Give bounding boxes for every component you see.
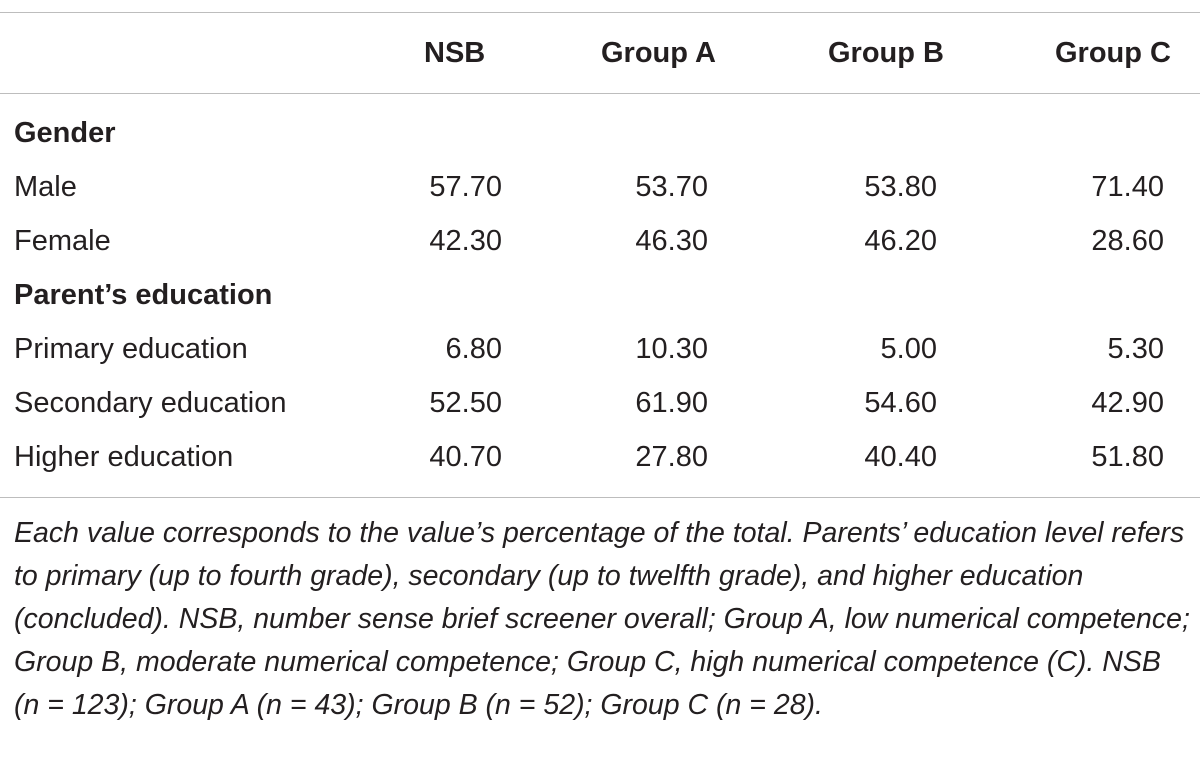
row-label-female: Female — [14, 225, 111, 257]
cell-male-group-c: 71.40 — [1091, 171, 1164, 203]
cell-secondary-group-c: 42.90 — [1091, 387, 1164, 419]
cell-male-group-b: 53.80 — [864, 171, 937, 203]
cell-primary-nsb: 6.80 — [445, 333, 502, 365]
row-label-higher-education: Higher education — [14, 441, 234, 473]
column-header-group-a: Group A — [601, 37, 716, 69]
cell-higher-group-b: 40.40 — [864, 441, 937, 473]
table-bottom-rule — [0, 497, 1200, 498]
section-title-gender: Gender — [14, 117, 116, 149]
column-header-nsb: NSB — [424, 37, 486, 69]
table-footnote: Each value corresponds to the value’s percentage of the total. Parents’ education level refers to primary (up to fourth grade), secondary (up to twelfth grade), and higher education (concluded). NSB, number sense brief screener overall; Group A, low numerical competence; Group B, moderate numerical competence; Group C, high numerical competence (C). NSB (n = 123); Group A (n = 43); Group B (n = 52); Group C (n = 28). — [14, 517, 1190, 721]
table-top-rule — [0, 12, 1200, 13]
cell-male-group-a: 53.70 — [635, 171, 708, 203]
table-header-rule — [0, 93, 1200, 94]
cell-secondary-group-b: 54.60 — [864, 387, 937, 419]
cell-secondary-nsb: 52.50 — [429, 387, 502, 419]
cell-higher-nsb: 40.70 — [429, 441, 502, 473]
row-label-male: Male — [14, 171, 77, 203]
row-label-secondary-education: Secondary education — [14, 387, 287, 419]
cell-primary-group-c: 5.30 — [1107, 333, 1164, 365]
cell-secondary-group-a: 61.90 — [635, 387, 708, 419]
cell-male-nsb: 57.70 — [429, 171, 502, 203]
cell-female-nsb: 42.30 — [429, 225, 502, 257]
row-label-primary-education: Primary education — [14, 333, 248, 365]
cell-female-group-c: 28.60 — [1091, 225, 1164, 257]
cell-primary-group-a: 10.30 — [635, 333, 708, 365]
column-header-group-b: Group B — [828, 37, 944, 69]
cell-female-group-b: 46.20 — [864, 225, 937, 257]
cell-higher-group-c: 51.80 — [1091, 441, 1164, 473]
section-title-parents-education: Parent’s education — [14, 279, 273, 311]
column-header-group-c: Group C — [1055, 37, 1171, 69]
cell-female-group-a: 46.30 — [635, 225, 708, 257]
cell-higher-group-a: 27.80 — [635, 441, 708, 473]
cell-primary-group-b: 5.00 — [880, 333, 937, 365]
